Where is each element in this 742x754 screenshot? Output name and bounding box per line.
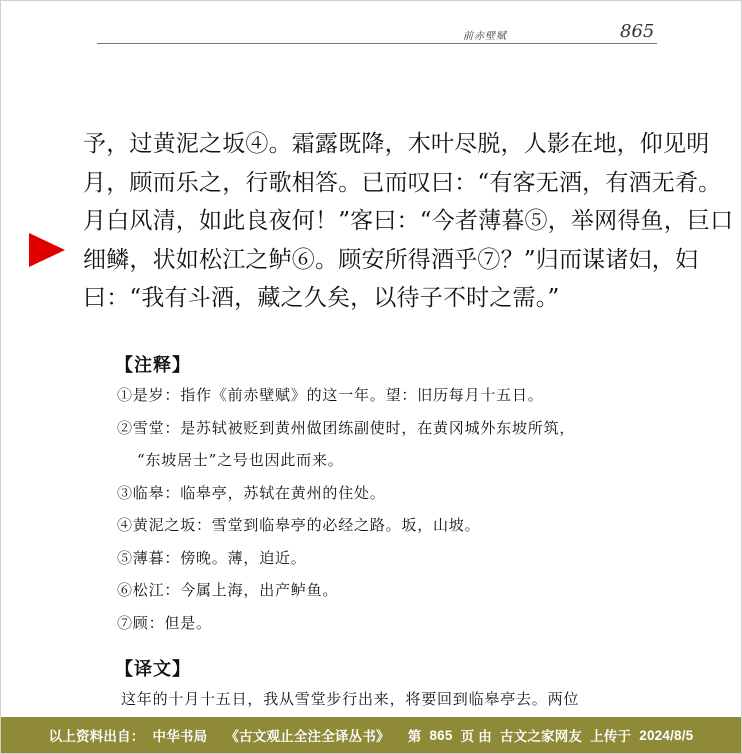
note-item: ③临皋：临皋亭，苏轼在黄州的住处。 [117, 483, 386, 502]
main-text-line: 月白风清，如此良夜何！”客曰：“今者薄暮⑤，举网得鱼，巨口 [83, 208, 734, 234]
footer-uploaded-on: 上传于 [590, 729, 632, 744]
footer-source-label: 以上资料出自： [48, 729, 145, 744]
note-item: ②雪堂：是苏轼被贬到黄州做团练副使时，在黄冈城外东坡所筑， [117, 418, 576, 437]
footer-publisher: 中华书局 [152, 729, 208, 744]
note-item: ④黄泥之坂：雪堂到临皋亭的必经之路。坂，山坡。 [117, 516, 481, 534]
footer-book-title: 《古文观止全注全译丛书》 [225, 729, 390, 744]
footer-page-suffix: 页 由 [460, 729, 492, 744]
note-item: ⑤薄暮：傍晚。薄，迫近。 [117, 548, 307, 567]
translation-text: 这年的十月十五日，我从雪堂步行出来，将要回到临皋亭去。两位 [121, 690, 580, 708]
note-item: ①是岁：指作《前赤壁赋》的这一年。望：旧历每月十五日。 [117, 386, 544, 404]
main-text-line: 月，顾而乐之，行歌相答。已而叹曰：“有客无酒，有酒无肴。 [83, 169, 722, 196]
footer-uploader: 古文之家网友 [499, 729, 583, 744]
main-text [83, 125, 734, 318]
header-divider [97, 43, 657, 44]
notes-heading: 【注释】 [115, 355, 191, 376]
main-text-line: 曰：“我有斗酒，藏之久矣，以待子不时之需。” [83, 285, 560, 311]
note-item: ⑦顾：但是。 [117, 613, 212, 632]
running-head-page-number: 865 [620, 21, 655, 42]
footer-date: 2024/8/5 [639, 727, 694, 743]
footer-page-prefix: 第 [407, 729, 422, 744]
note-item-continuation: “东坡居士”之号也因此而来。 [137, 451, 344, 469]
red-arrow-icon [29, 233, 65, 267]
main-text-line: 细鳞，状如松江之鲈⑥。顾安所得酒乎⑦？”归而谋诸妇，妇 [83, 246, 699, 273]
main-text-line: 予，过黄泥之坂④。霜露既降，木叶尽脱，人影在地，仰见明 [83, 131, 710, 157]
translation-heading: 【译文】 [115, 659, 191, 680]
note-item: ⑥松江：今属上海，出产鲈鱼。 [117, 581, 339, 599]
notes-list [117, 379, 657, 639]
source-footer [1, 717, 741, 753]
footer-page-number: 865 [429, 727, 453, 743]
running-head-title: 前赤壁赋 [463, 31, 507, 42]
